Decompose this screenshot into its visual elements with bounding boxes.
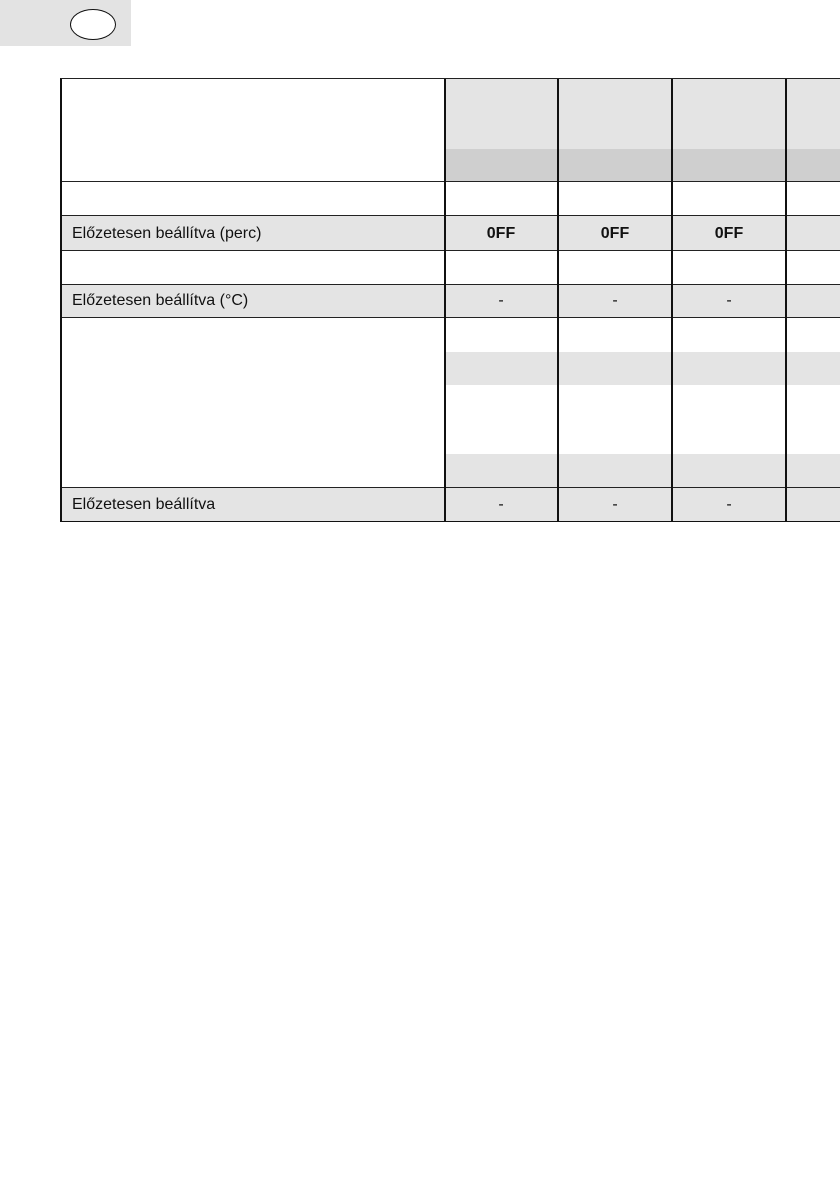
header-subrow — [445, 149, 840, 181]
temp-value-2: - — [612, 292, 618, 309]
sub-row-shade-1 — [445, 352, 840, 385]
header-shade — [445, 79, 840, 149]
language-badge — [70, 9, 116, 40]
last-value-1: - — [498, 496, 504, 513]
sub-row-shade-2 — [445, 454, 840, 487]
temp-value-1: - — [498, 292, 504, 309]
time-value-1: 0FF — [486, 225, 516, 242]
temp-value-3: - — [726, 292, 732, 309]
time-preset-label: Előzetesen beállítva (perc) — [72, 225, 262, 242]
language-tab — [0, 0, 131, 46]
last-preset-label: Előzetesen beállítva — [72, 496, 216, 513]
last-value-2: - — [612, 496, 618, 513]
temp-preset-label: Előzetesen beállítva (°C) — [72, 292, 249, 309]
last-value-3: - — [726, 496, 732, 513]
time-value-2: 0FF — [600, 225, 630, 242]
settings-table — [60, 78, 840, 522]
time-value-3: 0FF — [714, 225, 744, 242]
